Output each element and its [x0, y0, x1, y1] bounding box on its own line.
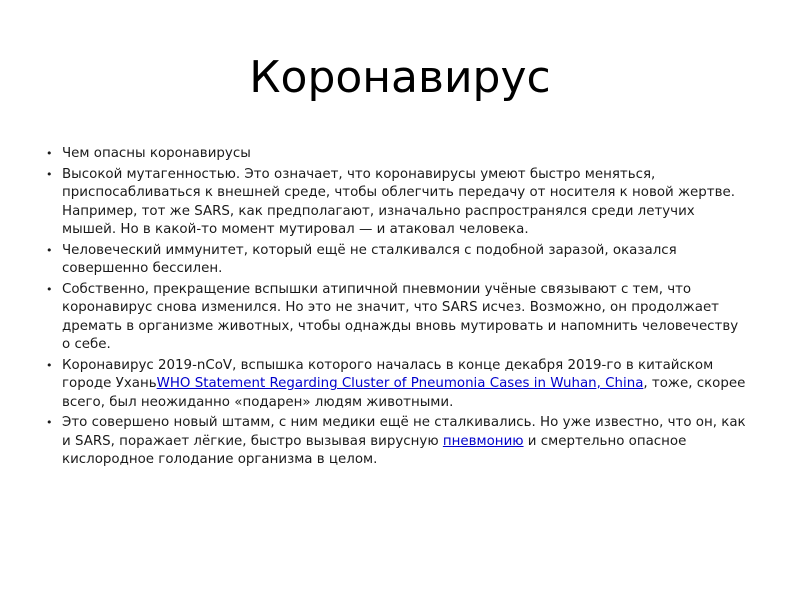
bullet-list — [46, 145, 746, 472]
bullet-icon: • — [46, 416, 53, 429]
bullet-item — [46, 166, 746, 240]
pneumonia-link[interactable]: пневмонию — [442, 433, 524, 449]
bullet-text: Человеческий иммунитет, который ещё не сталкивался с подобной заразой, оказался совершенно бессилен. — [62, 242, 677, 276]
bullet-item — [46, 242, 746, 279]
bullet-icon: • — [46, 243, 53, 257]
bullet-text-after-link: , тоже, скорее всего, был неожиданно «подарен» людям животными. — [62, 376, 746, 410]
bullet-item — [46, 281, 746, 355]
bullet-icon: • — [46, 282, 53, 296]
bullet-icon: • — [46, 358, 53, 372]
bullet-text-before-link: Это совершено новый штамм, с ним медики ещё не сталкивались. Но уже известно, что он, как и SARS, поражает лёгкие, быстро вызывая вирусную — [62, 415, 746, 449]
bullet-icon: • — [46, 147, 53, 160]
bullet-text: Собственно, прекращение вспышки атипичной пневмонии учёные связывают с тем, что коронавирус снова изменился. Но это не значит, что SARS исчез. Возможно, он продолжает дремать в организме животных, чтобы однажды вновь мутировать и напомнить человечеству о себе. — [62, 281, 739, 352]
bullet-item — [46, 414, 746, 470]
bullet-text: Высокой мутагенностью. Это означает, что коронавирусы умеют быстро меняться, приспосабливаться к внешней среде, чтобы облегчить передачу от носителя к новой жертве. Например, тот же SARS, как предполагают, изначально распространялся среди летучих мышей. Но в какой-то момент мутировал — и атаковал человека. — [62, 166, 735, 237]
bullet-item — [46, 145, 746, 164]
slide-title: Коронавирус — [249, 52, 551, 103]
bullet-text: Чем опасны коронавирусы — [62, 146, 251, 161]
bullet-text-before-link: Коронавирус 2019-nCoV, вспышка которого началась в конце декабря 2019-го в китайском городе Ухань — [62, 357, 714, 391]
bullet-text-after-link: и смертельно опасное кислородное голодание организма в целом. — [62, 433, 687, 467]
who-statement-link[interactable]: WHO Statement Regarding Cluster of Pneumonia Cases in Wuhan, China — [156, 376, 644, 391]
bullet-icon: • — [46, 167, 53, 181]
bullet-item — [46, 357, 746, 413]
